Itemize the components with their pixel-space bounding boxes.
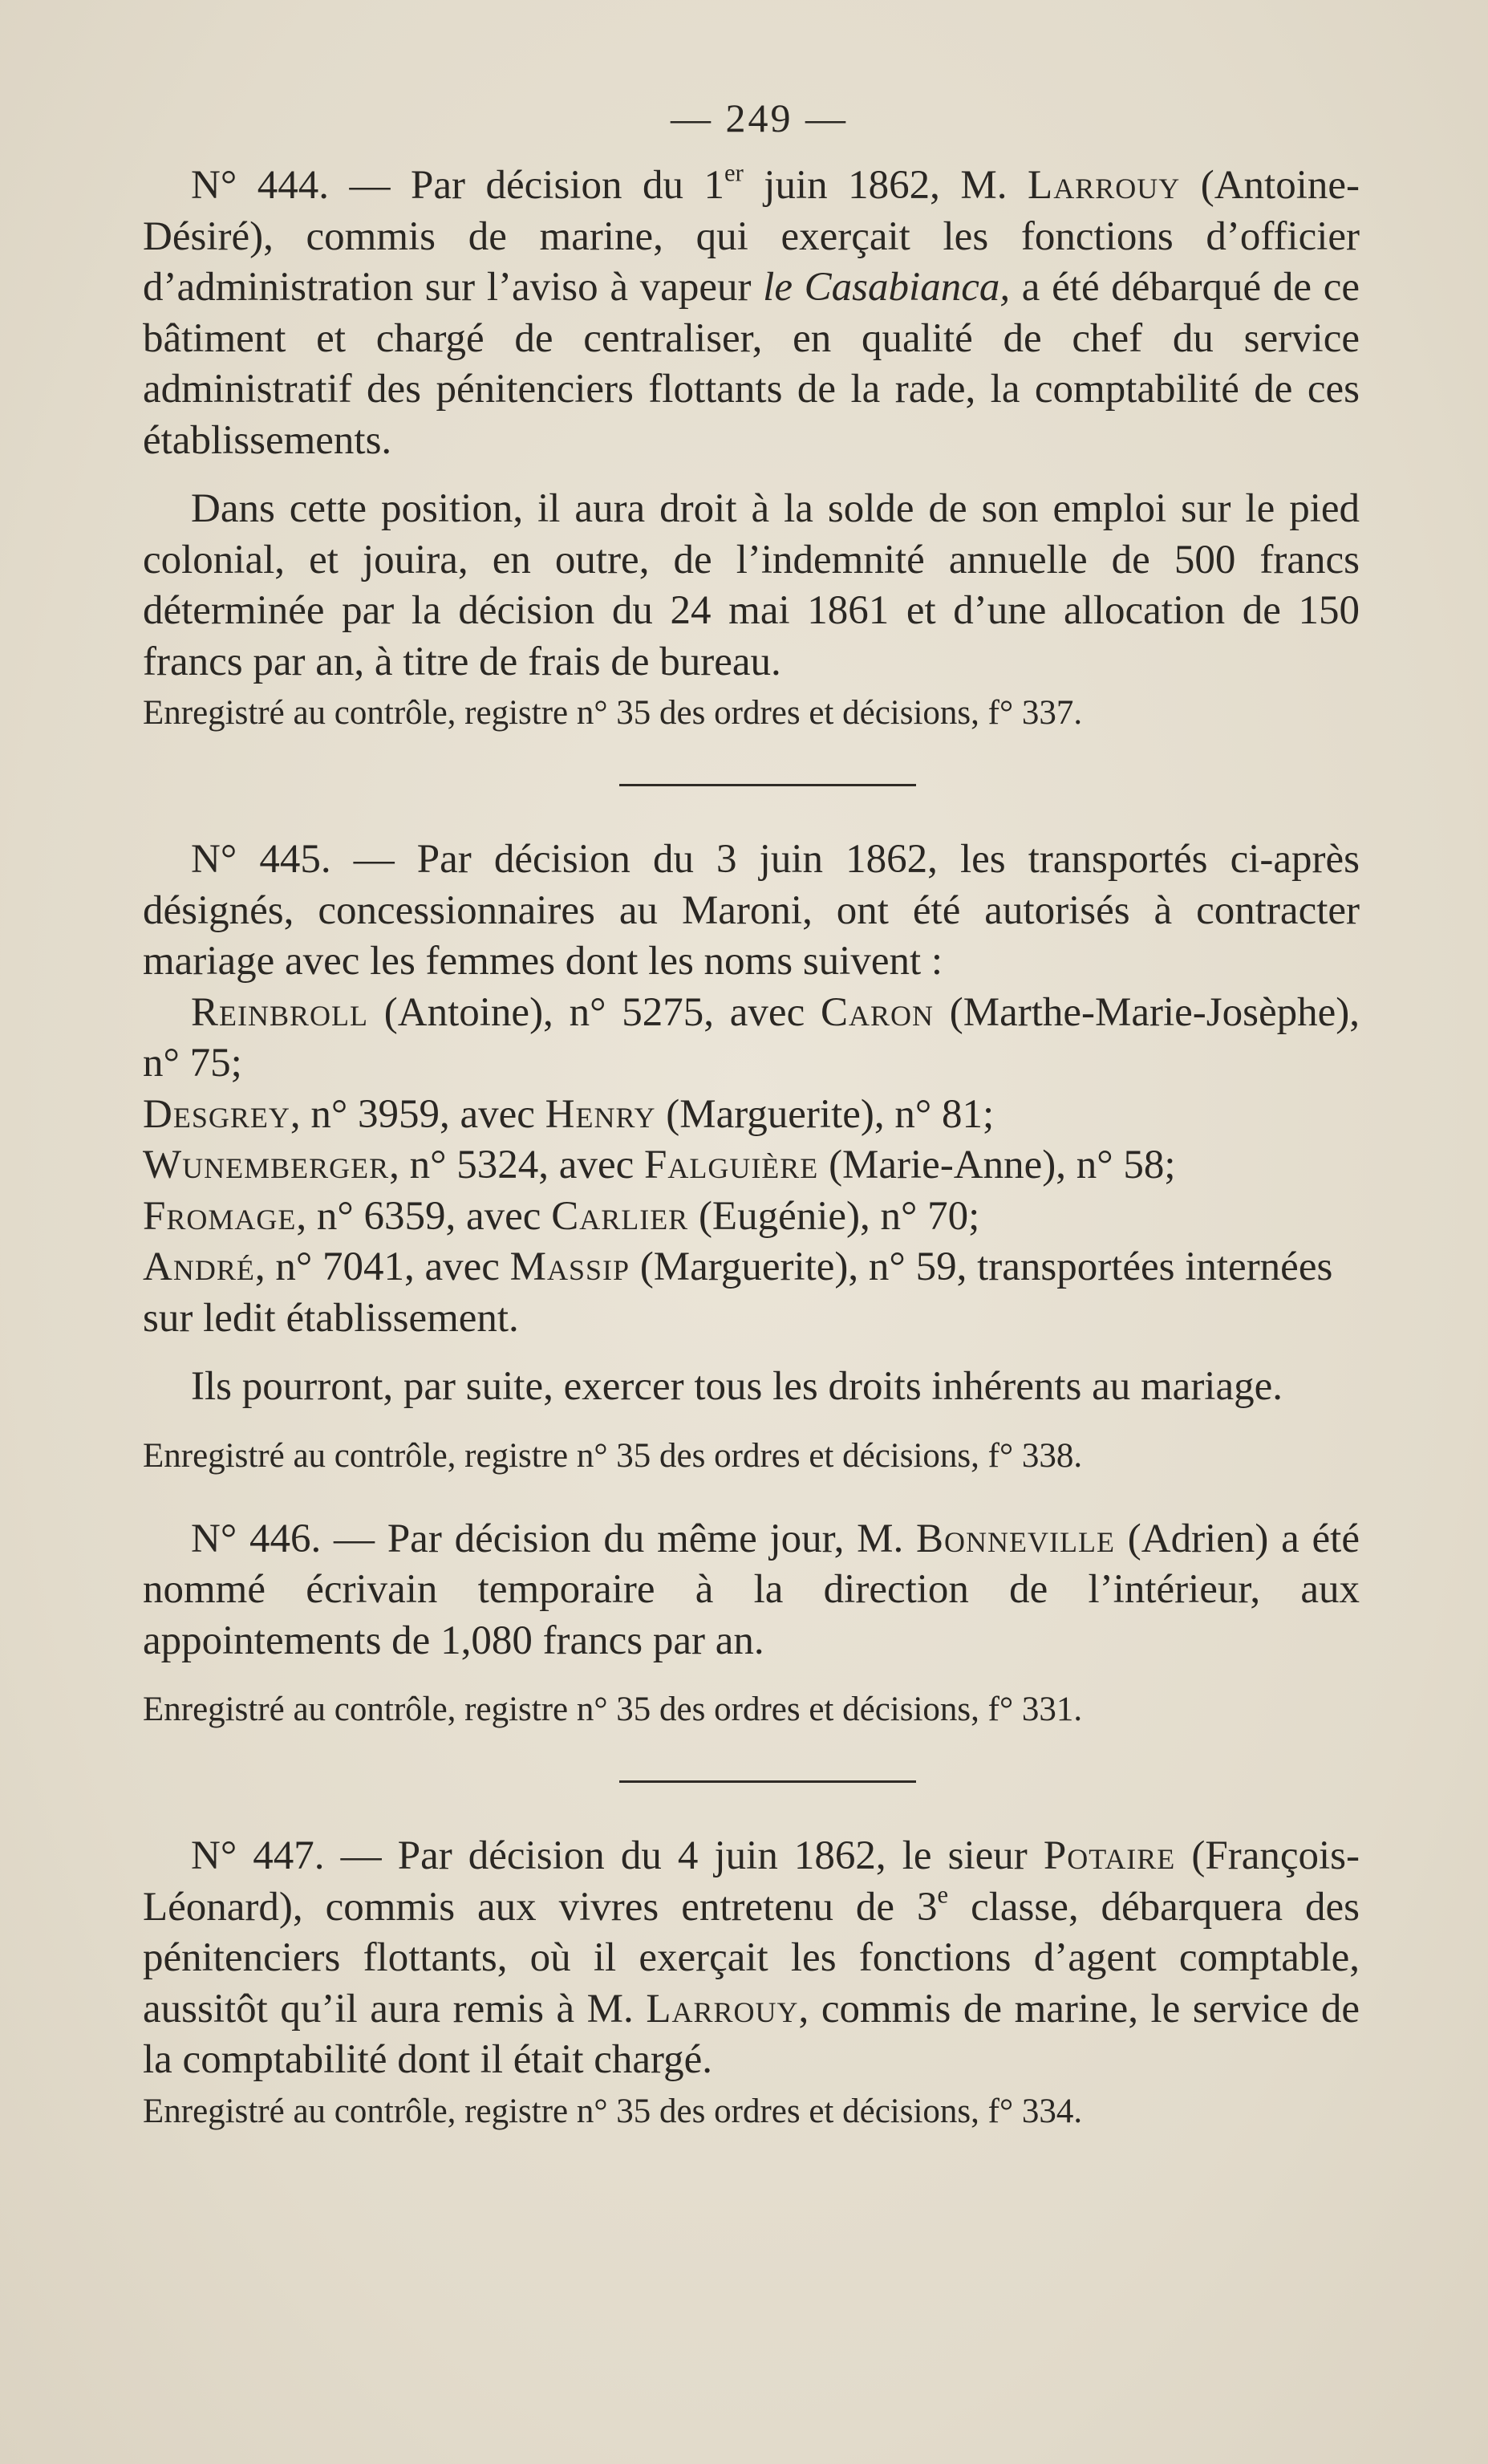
text-run: (Marguerite), n° 59, transportées internées sur ledit établissement.	[143, 1244, 1333, 1341]
registration-note: Enregistré au contrôle, registre n° 35 des ordres et décisions, f° 337.	[143, 694, 1083, 732]
text-run: (Antoine), n° 5275, avec	[368, 989, 821, 1035]
decision-entry-445	[143, 834, 1360, 1479]
name-smallcaps: Desgrey	[143, 1091, 290, 1137]
name-smallcaps: Massip	[509, 1244, 630, 1289]
text-run: juin 1862, M.	[743, 163, 1028, 208]
registration-note: Enregistré au contrôle, registre n° 35 des ordres et décisions, f° 331.	[143, 1691, 1083, 1728]
superscript: e	[937, 1881, 949, 1909]
decision-entry-444	[143, 160, 1360, 736]
text-run: , n° 5324, avec	[389, 1143, 644, 1187]
name-smallcaps: Henry	[545, 1091, 656, 1137]
text-run: Dans cette position, il aura droit à la solde de son emploi sur le pied colonial, et jouira, en outre, de l’indemnité annuelle de 500 francs déterminée par la décision du 24 mai 1861 et d’une allocation de 150 francs par an, à titre de frais de bureau.	[143, 486, 1360, 684]
name-smallcaps: Larrouy	[646, 1986, 799, 2032]
text-run: , n° 6359, avec	[296, 1193, 552, 1239]
text-run: (Marie-Anne), n° 58;	[818, 1143, 1176, 1187]
name-smallcaps: André	[143, 1244, 255, 1289]
name-smallcaps: Wunemberger	[143, 1143, 390, 1187]
name-smallcaps: Carlier	[551, 1193, 689, 1239]
name-smallcaps: Falguière	[643, 1143, 819, 1187]
page-number: — 249 —	[671, 95, 848, 140]
text-run: (Antoine-Désiré), commis de marine, qui exerçait les fonctions d’officier d’administration sur l’aviso à vapeur	[143, 163, 1360, 310]
decision-entry-446	[143, 1514, 1360, 1733]
text-run: N° 447. — Par décision du 4 juin 1862, le sieur	[191, 1833, 1044, 1878]
text-run: , n° 3959, avec	[290, 1091, 545, 1137]
text-run: N° 445. — Par décision du 3 juin 1862, les transportés ci-après désignés, concessionnaires au Maroni, ont été autorisés à contracter mariage avec les femmes dont les noms suivent :	[143, 837, 1360, 984]
section-divider	[619, 784, 916, 786]
couple-line	[143, 988, 1360, 1090]
paragraph	[143, 160, 1360, 466]
name-smallcaps: Fromage	[143, 1193, 297, 1239]
text-run: (Marguerite), n° 81;	[655, 1091, 995, 1137]
paragraph	[143, 1514, 1360, 1667]
text-run: classe, débarquera des pénitenciers flottants, où il exerçait les fonctions d’agent comptable, aussitôt qu’il aura remis à M.	[143, 1884, 1360, 2032]
registration-note: Enregistré au contrôle, registre n° 35 des ordres et décisions, f° 338.	[143, 1436, 1083, 1475]
decision-entry-447	[143, 1831, 1360, 2134]
name-smallcaps: Potaire	[1043, 1833, 1176, 1878]
paragraph	[143, 1362, 1360, 1413]
couple-line	[143, 1191, 1360, 1243]
text-run: (Adrien) a été nommé écrivain temporaire à la direction de l’intérieur, aux appointements de 1,080 francs par an.	[143, 1516, 1360, 1663]
registration-note: Enregistré au contrôle, registre n° 35 des ordres et décisions, f° 334.	[143, 2092, 1083, 2130]
text-run: a été débarqué de ce bâtiment et chargé de centraliser, en qualité de chef du service administratif des pénitenciers flottants de la rade, la comptabilité de ces établissements.	[143, 265, 1360, 463]
ship-name: le Casabianca,	[763, 265, 1011, 310]
text-run: , n° 7041, avec	[254, 1244, 510, 1289]
text-run: Ils pourront, par suite, exercer tous les droits inhérents au mariage.	[191, 1364, 1283, 1409]
name-smallcaps: Reinbroll	[191, 989, 368, 1035]
paragraph	[143, 484, 1360, 688]
superscript: er	[724, 159, 744, 187]
text-run: (François-Léonard), commis aux vivres entretenu de 3	[143, 1833, 1360, 1930]
couple-line	[143, 1242, 1360, 1344]
section-divider	[619, 1780, 916, 1783]
couple-line	[143, 1140, 1360, 1191]
text-run: (Eugénie), n° 70;	[688, 1193, 980, 1239]
paragraph	[143, 834, 1360, 988]
paragraph	[143, 1831, 1360, 2086]
couple-line	[143, 1090, 1360, 1141]
text-run: N° 446. — Par décision du même jour, M.	[191, 1516, 917, 1561]
name-smallcaps: Bonneville	[916, 1516, 1115, 1561]
text-run: (Marthe-Marie-Josèphe), n° 75;	[143, 989, 1360, 1086]
text-run: , commis de marine, le service de la comptabilité dont il était chargé.	[143, 1986, 1360, 2082]
name-smallcaps: Larrouy	[1028, 163, 1181, 208]
text-run: N° 444. — Par décision du 1	[191, 163, 725, 208]
name-smallcaps: Caron	[820, 989, 935, 1035]
